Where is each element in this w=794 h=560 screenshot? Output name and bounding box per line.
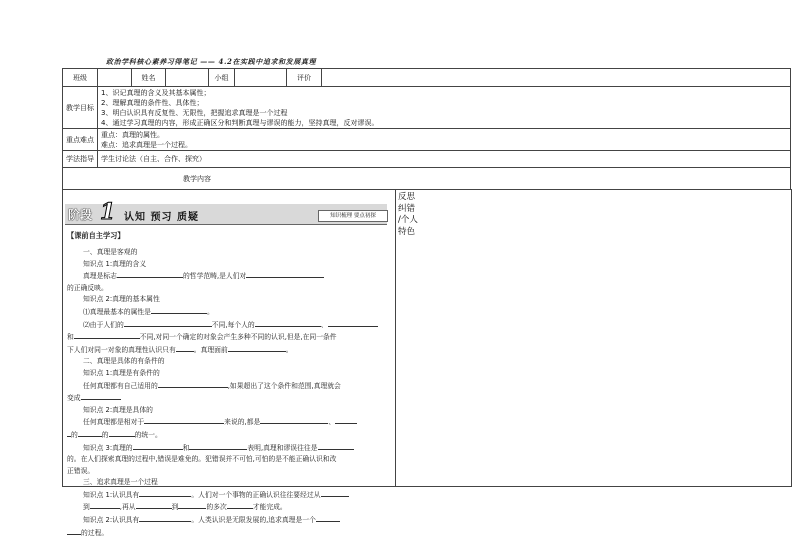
text-line: 知识点 2:真理是具体的 bbox=[83, 405, 153, 414]
side-note bbox=[398, 192, 428, 238]
goal-item: 2、理解真理的条件性、具体性； bbox=[101, 98, 204, 107]
method-label: 学法指导 bbox=[63, 151, 98, 168]
text-line: ⑴真理最基本的属性是 。 bbox=[83, 307, 214, 316]
text-line: 三、追求真理是一个过程 bbox=[83, 478, 158, 487]
group-value[interactable] bbox=[235, 69, 287, 87]
name-label: 姓名 bbox=[132, 69, 166, 87]
side-note-line: /个人 bbox=[398, 215, 418, 225]
fill-blank[interactable] bbox=[144, 416, 224, 424]
eval-label: 评价 bbox=[287, 69, 322, 87]
goal-item: 3、明白认识具有反复性、无限性，把握追求真理是一个过程 bbox=[101, 108, 288, 117]
goals-label: 教学目标 bbox=[63, 87, 98, 129]
fill-blank[interactable] bbox=[246, 270, 324, 278]
name-value[interactable] bbox=[166, 69, 209, 87]
text-line: 下人们对同一对象的真理性认识只有 。真理面前 。 bbox=[67, 345, 293, 354]
key-point: 难点：追求真理是一个过程。 bbox=[101, 140, 192, 149]
text-line: 一、真理是客观的 bbox=[83, 248, 138, 256]
class-label: 班级 bbox=[63, 69, 98, 87]
text-line: 任何真理都有自己适用的 ,如果超出了这个条件和范围,真理就会 bbox=[83, 381, 341, 390]
stage-title: 认知 预习 质疑 bbox=[124, 212, 199, 223]
fill-blank[interactable] bbox=[158, 380, 228, 388]
fill-blank[interactable] bbox=[255, 319, 321, 327]
fill-blank[interactable] bbox=[74, 331, 140, 339]
fill-blank[interactable] bbox=[78, 429, 102, 437]
fill-blank[interactable] bbox=[321, 489, 349, 497]
fill-blank[interactable] bbox=[176, 344, 194, 352]
fill-blank[interactable] bbox=[228, 344, 286, 352]
text-line: 知识点 1:真理是有条件的 bbox=[83, 368, 160, 377]
text-line: 真理是标志 的哲学范畴,是人们对 bbox=[67, 270, 392, 283]
stage-word: 阶段 bbox=[68, 208, 93, 222]
method-cell: 学生讨论法（自主、合作、探究） bbox=[98, 151, 791, 168]
fill-blank[interactable] bbox=[318, 442, 354, 450]
text-line: 的。在人们探索真理的过程中,错误是难免的。犯错误并不可怕,可怕的是不能正确认识和改 bbox=[67, 455, 337, 464]
stage-tag: 知识梳理 要点初探 bbox=[318, 210, 388, 222]
text-line: 变成 bbox=[67, 392, 392, 405]
text-line: 知识点 2:认识具有 。人类认识是无限发展的,追求真理是一个 bbox=[67, 514, 392, 527]
fill-blank[interactable] bbox=[151, 306, 207, 314]
fill-blank[interactable] bbox=[335, 416, 357, 424]
fill-blank[interactable] bbox=[139, 514, 191, 522]
fill-blank[interactable] bbox=[189, 442, 247, 450]
fill-blank[interactable] bbox=[81, 392, 121, 400]
text-line: 知识点 3:真理的 和 表明,真理和谬误往往是 bbox=[67, 442, 392, 455]
fill-blank[interactable] bbox=[139, 489, 191, 497]
fill-blank[interactable] bbox=[67, 527, 81, 535]
class-value[interactable] bbox=[98, 69, 132, 87]
text-line: 的过程。 bbox=[67, 527, 392, 540]
text-line: 和 不同,对同一个确定的对象会产生多种不同的认识,但是,在同一条件 bbox=[67, 333, 337, 342]
content-label: 教学内容 bbox=[63, 168, 791, 190]
fill-blank[interactable] bbox=[136, 501, 172, 509]
side-note-line: 纠错 bbox=[398, 203, 416, 214]
column-divider bbox=[395, 189, 396, 486]
key-label: 重点难点 bbox=[63, 129, 98, 151]
text-line: 知识点 1:真理的含义 bbox=[83, 259, 147, 268]
text-line: 二、真理是具体的有条件的 bbox=[83, 357, 165, 366]
section-title: 【课前自主学习】 bbox=[67, 231, 125, 240]
group-label: 小组 bbox=[209, 69, 235, 87]
text-line: 知识点 2:真理的基本属性 bbox=[83, 295, 160, 304]
text-line: ⑵由于人们的 不同,每个人的 、 bbox=[67, 319, 392, 332]
fill-blank[interactable] bbox=[328, 319, 378, 327]
text-line: 知识点 1:认识具有 。人们对一个事物的正确认识往往要经过从 bbox=[67, 489, 392, 502]
goal-item: 1、识记真理的含义及其基本属性； bbox=[101, 88, 211, 97]
fill-blank[interactable] bbox=[260, 416, 328, 424]
fill-blank[interactable] bbox=[124, 319, 212, 327]
text-line: 的正确反映。 bbox=[67, 283, 108, 292]
side-note-line: 特色 bbox=[398, 226, 416, 237]
fill-blank[interactable] bbox=[90, 501, 120, 509]
info-table bbox=[62, 68, 791, 190]
study-text bbox=[67, 247, 392, 539]
page-header: 政治学科核心素养习得笔记 —— 4.2在实践中追求和发展真理 bbox=[106, 57, 317, 66]
key-cell bbox=[98, 129, 791, 151]
fill-blank[interactable] bbox=[117, 270, 183, 278]
text-line: 正错误。 bbox=[67, 466, 95, 475]
stage-number: 1 bbox=[100, 199, 116, 225]
eval-value[interactable] bbox=[322, 69, 791, 87]
goals-cell bbox=[98, 87, 791, 129]
fill-blank[interactable] bbox=[133, 442, 183, 450]
fill-blank[interactable] bbox=[109, 429, 135, 437]
text-line: 到 ,再从 到 的多次 才能完成。 bbox=[83, 503, 287, 512]
text-line: 任何真理都是相对于 来说的,都是 、 bbox=[67, 416, 392, 429]
fill-blank[interactable] bbox=[178, 501, 206, 509]
goal-item: 4、通过学习真理的内容，形成正确区分和判断真理与谬误的能力，坚持真理，反对谬误。 bbox=[101, 118, 379, 127]
key-point: 重点：真理的属性。 bbox=[101, 130, 164, 139]
fill-blank[interactable] bbox=[316, 514, 340, 522]
fill-blank[interactable] bbox=[227, 501, 253, 509]
text-line: 的 的 的统一。 bbox=[67, 429, 392, 442]
side-note-line: 反思 bbox=[398, 192, 416, 202]
